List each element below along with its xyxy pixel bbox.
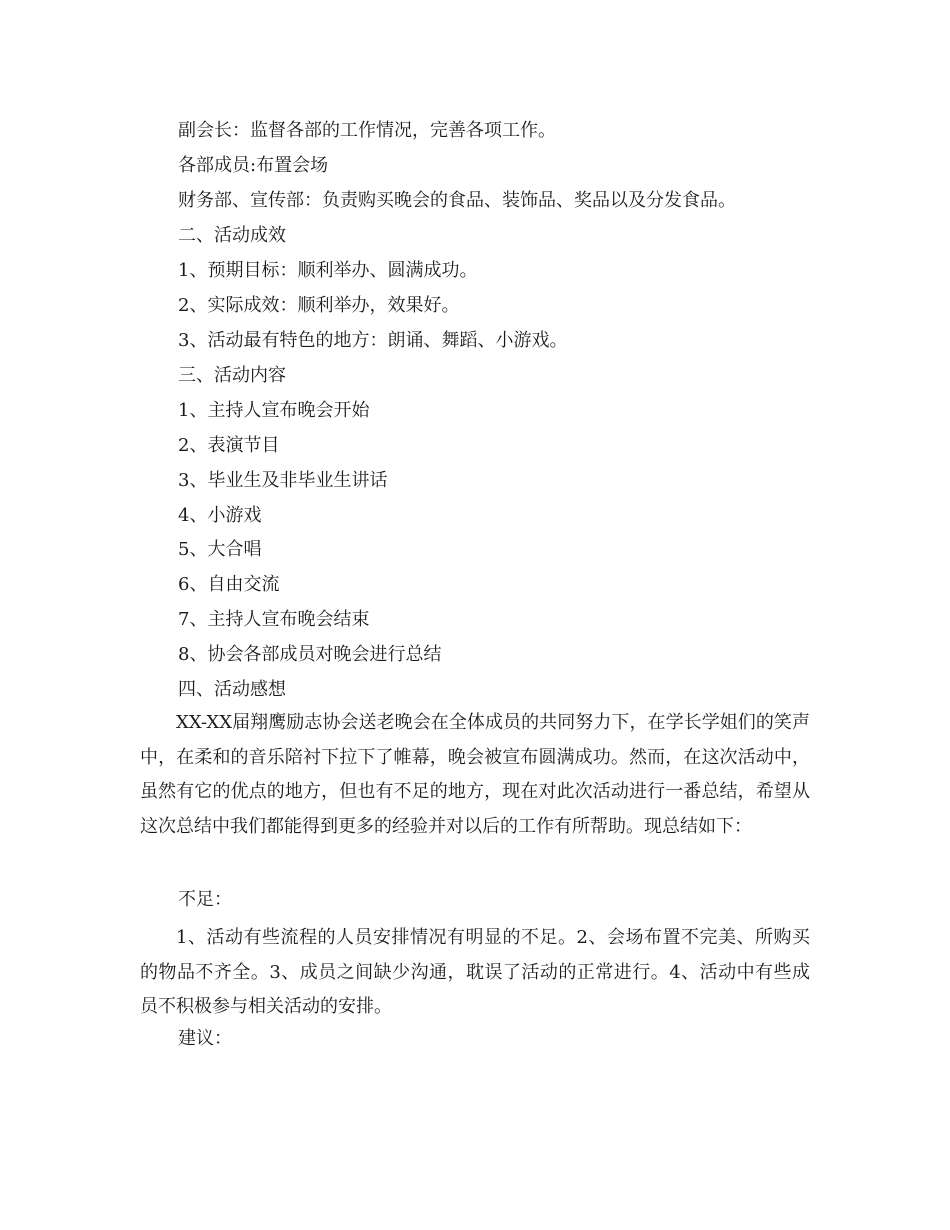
list-item: 2、表演节目: [178, 435, 280, 456]
text-line: 财务部、宣传部：负责购买晚会的食品、装饰品、奖品以及分发食品。: [178, 190, 736, 211]
section-heading: 二、活动成效: [178, 225, 286, 246]
list-item: 1、主持人宣布晚会开始: [178, 400, 370, 421]
shortcomings-heading: 不足：: [178, 889, 232, 910]
section-heading: 三、活动内容: [178, 365, 286, 386]
shortcomings-paragraph: 1、活动有些流程的人员安排情况有明显的不足。2、会场布置不完美、所购买的物品不齐全。3、成员之间缺少沟通，耽误了活动的正常进行。4、活动中有些成员不积极参与相关活动的安排。: [140, 927, 810, 1018]
text-line: 2、实际成效：顺利举办，效果好。: [178, 295, 460, 316]
list-item: 8、协会各部成员对晚会进行总结: [178, 644, 442, 665]
reflection-paragraph: XX-XX届翔鹰励志协会送老晚会在全体成员的共同努力下，在学长学姐们的笑声中，在柔和的音乐陪衬下拉下了帷幕，晚会被宣布圆满成功。然而，在这次活动中，虽然有它的优点的地方，但也有不足的地方，现在对此次活动进行一番总结，希望从这次总结中我们都能得到更多的经验并对以后的工作有所帮助。现总结如下：: [140, 712, 810, 837]
text-line: 3、活动最有特色的地方：朗诵、舞蹈、小游戏。: [178, 330, 568, 351]
list-item: 3、毕业生及非毕业生讲话: [178, 470, 388, 491]
list-item: 6、自由交流: [178, 574, 280, 595]
text-line: 副会长：监督各部的工作情况，完善各项工作。: [178, 120, 556, 141]
list-item: 5、大合唱: [178, 539, 262, 560]
text-line: 各部成员:布置会场: [178, 155, 329, 176]
suggestions-heading: 建议：: [178, 1028, 232, 1049]
list-item: 7、主持人宣布晚会结束: [178, 609, 370, 630]
list-item: 4、小游戏: [178, 505, 262, 526]
section-heading: 四、活动感想: [178, 679, 286, 700]
text-line: 1、预期目标：顺利举办、圆满成功。: [178, 260, 478, 281]
